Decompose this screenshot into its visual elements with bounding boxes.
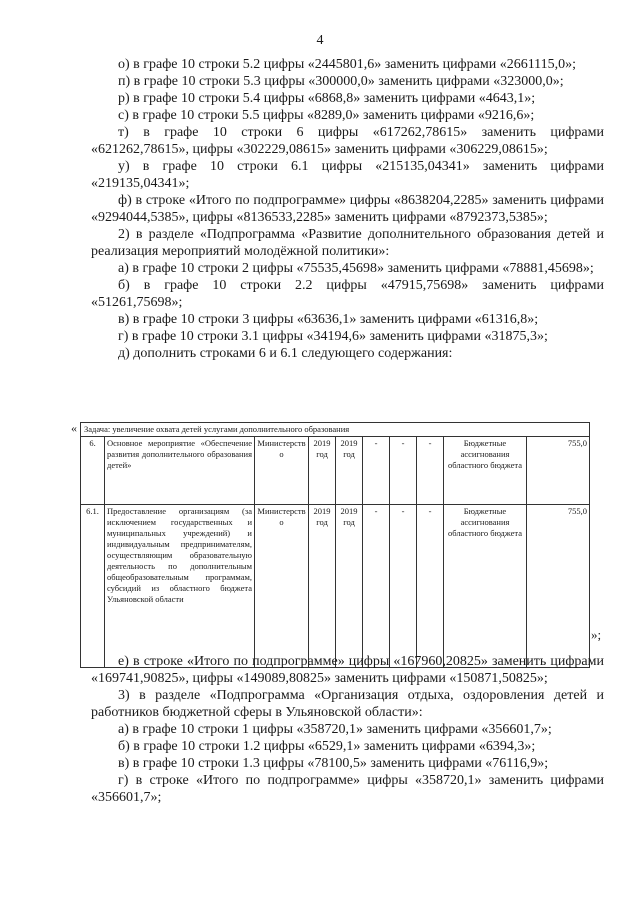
start-year: 2019 год bbox=[309, 437, 336, 505]
paragraph-2d: д) дополнить строками 6 и 6.1 следующего содержания: bbox=[118, 346, 453, 361]
inserted-rows-table bbox=[80, 422, 590, 668]
measure-name: Предоставление организациям (за исключением государственных и муниципальных учреждений) и индивидуальным предпринимателям, осуществляющим образовательную деятельность по дополнительным общеобразовательным программам, субсидий из областного бюджета Ульяновской области bbox=[105, 505, 255, 668]
paragraph-p: п) в графе 10 строки 5.3 цифры «300000,0» заменить цифрами «323000,0»; bbox=[118, 74, 564, 89]
row-number: 6.1. bbox=[81, 505, 105, 668]
dash-cell: - bbox=[363, 437, 390, 505]
paragraph-section-2: 2) в разделе «Подпрограмма «Развитие дополнительного образования детей и реализация мероприятий молодёжной политики»: bbox=[91, 227, 604, 259]
page-number: 4 bbox=[316, 33, 324, 48]
row-number: 6. bbox=[81, 437, 105, 505]
task-row bbox=[81, 423, 590, 437]
paragraph-s: с) в графе 10 строки 5.5 цифры «8289,0» заменить цифрами «9216,6»; bbox=[118, 108, 535, 123]
end-year: 2019 год bbox=[336, 505, 363, 668]
end-year: 2019 год bbox=[336, 437, 363, 505]
paragraph-3a: а) в графе 10 строки 1 цифры «358720,1» заменить цифрами «356601,7»; bbox=[118, 722, 552, 737]
executor: Министерство bbox=[255, 505, 309, 668]
paragraph-2g: г) в графе 10 строки 3.1 цифры «34194,6» заменить цифрами «31875,3»; bbox=[118, 329, 548, 344]
paragraph-3b: б) в графе 10 строки 1.2 цифры «6529,1» заменить цифрами «6394,3»; bbox=[118, 739, 536, 754]
paragraph-3v: в) в графе 10 строки 1.3 цифры «78100,5» заменить цифрами «76116,9»; bbox=[118, 756, 549, 771]
paragraph-o: о) в графе 10 строки 5.2 цифры «2445801,6» заменить цифрами «2661115,0»; bbox=[118, 57, 577, 72]
start-year: 2019 год bbox=[309, 505, 336, 668]
table-open-quote: « bbox=[71, 421, 77, 435]
dash-cell: - bbox=[417, 505, 444, 668]
amendments-text-bottom bbox=[91, 653, 604, 806]
paragraph-2b: б) в графе 10 строки 2.2 цифры «47915,75698» заменить цифрами «51261,75698»; bbox=[91, 278, 604, 310]
funding-source: Бюджетные ассигнования областного бюджета bbox=[444, 437, 527, 505]
executor: Министерство bbox=[255, 437, 309, 505]
paragraph-u: у) в графе 10 строки 6.1 цифры «215135,04341» заменить цифрами «219135,04341»; bbox=[91, 159, 604, 191]
table-row bbox=[81, 505, 590, 668]
dash-cell: - bbox=[363, 505, 390, 668]
paragraph-f: ф) в строке «Итого по подпрограмме» цифры «8638204,2285» заменить цифрами «9294044,5385», цифры «8136533,2285» заменить цифрами «8792373,5385»; bbox=[91, 193, 604, 225]
dash-cell: - bbox=[417, 437, 444, 505]
paragraph-2v: в) в графе 10 строки 3 цифры «63636,1» заменить цифрами «61316,8»; bbox=[118, 312, 539, 327]
measure-name: Основное мероприятие «Обеспечение развития дополнительного образования детей» bbox=[105, 437, 255, 505]
table-close-quote: »; bbox=[591, 627, 602, 642]
paragraph-3g: г) в строке «Итого по подпрограмме» цифры «358720,1» заменить цифрами «356601,7»; bbox=[91, 773, 604, 805]
funding-amount: 755,0 bbox=[527, 437, 590, 505]
funding-amount: 755,0 bbox=[527, 505, 590, 668]
funding-source: Бюджетные ассигнования областного бюджета bbox=[444, 505, 527, 668]
paragraph-2a: а) в графе 10 строки 2 цифры «75535,45698» заменить цифрами «78881,45698»; bbox=[118, 261, 594, 276]
paragraph-section-3: 3) в разделе «Подпрограмма «Организация отдыха, оздоровления детей и работников бюджетной сферы в Ульяновской области»: bbox=[91, 688, 604, 720]
amendments-text-top bbox=[91, 56, 604, 362]
dash-cell: - bbox=[390, 437, 417, 505]
paragraph-2e: е) в строке «Итого по подпрограмме» цифры «167960,20825» заменить цифрами «169741,90825», цифры «149089,80825» заменить цифрами «150871,50825»; bbox=[91, 654, 604, 686]
dash-cell: - bbox=[390, 505, 417, 668]
paragraph-t: т) в графе 10 строки 6 цифры «617262,78615» заменить цифрами «621262,78615», цифры «302229,08615» заменить цифрами «306229,08615»; bbox=[91, 125, 604, 157]
paragraph-r: р) в графе 10 строки 5.4 цифры «6868,8» заменить цифрами «4643,1»; bbox=[118, 91, 536, 106]
task-cell: Задача: увеличение охвата детей услугами дополнительного образования bbox=[81, 423, 590, 437]
table-row bbox=[81, 437, 590, 505]
